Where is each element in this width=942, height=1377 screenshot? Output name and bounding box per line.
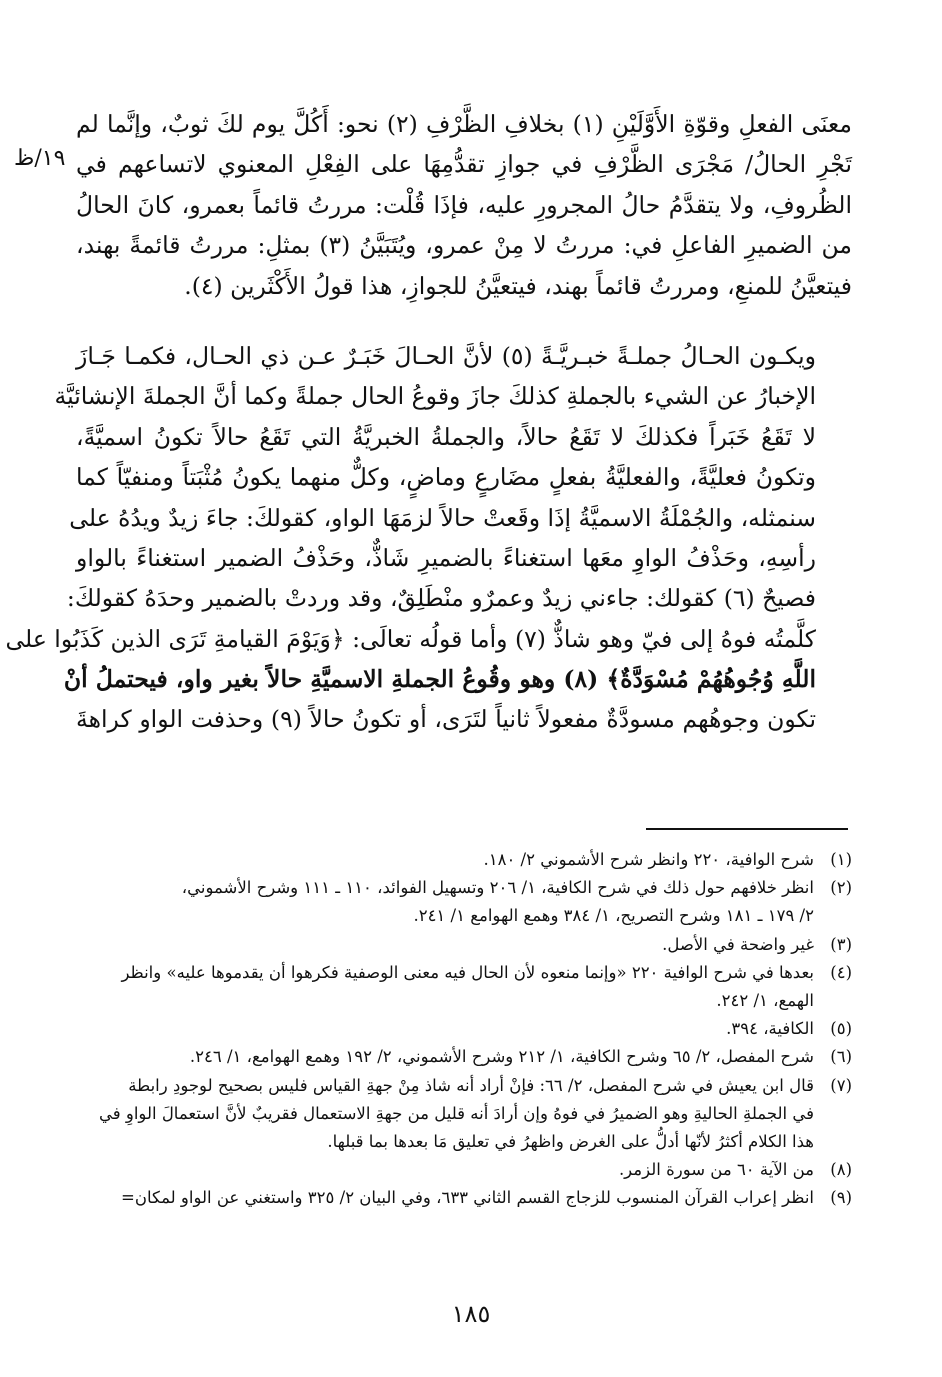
text-line: لا تَقَعُ خَبَراً فكذلكَ لا تَقَعُ حالاً، والجملةُ الخبريَّةُ التي تَقَعُ حالاً تكونُ اسميَّةً، <box>76 422 816 451</box>
text-line: الإخبارُ عن الشيء بالجملةِ كذلكَ جازَ وقوعُ الحال جملةً وكما أنَّ الجملةَ الإنشائيَّة <box>54 382 816 411</box>
footnote-line: الهمع، ١/ ٢٤٢. <box>716 990 814 1010</box>
footnote <box>72 1156 852 1184</box>
footnote <box>72 1072 852 1157</box>
footnote-number: (٢) <box>830 878 852 898</box>
text-line: معنَى الفعلِ وقوّةِ الأَوَّلَيْنِ (١) بخلافِ الظَّرْفِ (٢) نحو: أَكُلَّ يوم لكَ ثوبٌ، وإنَّما لم <box>76 110 852 138</box>
page-number: ١٨٥ <box>451 1300 491 1328</box>
footnote-line: من الآية ٦٠ من سورة الزمر. <box>618 1160 814 1180</box>
text-line: الظُروفِ، ولا يتقدَّمُ حالُ المجرورِ عليه، فإذَا قُلْت: مررتُ قائماً بعمرو، كانَ الحالُ <box>76 190 852 219</box>
text-line: وتكونُ فعليَّةً، والفعليَّةُ بفعلٍ مضَارعٍ وماضٍ، وكلٌّ منهما يكونُ مُثْبَتاً ومنفيّاً كما <box>76 463 816 492</box>
footnote-number: (٥) <box>830 1019 852 1039</box>
footnote-number: (٤) <box>830 962 852 982</box>
text-line: فيتعيَّنُ للمنعِ، ومررتُ قائماً بهند، فيتعيَّنُ للجوازِ، هذا قولُ الأَكْثَرين (٤). <box>184 271 852 300</box>
paragraph-2 <box>5 336 852 740</box>
footnote-number: (٨) <box>830 1160 852 1180</box>
footnote-line: شرح الوافية، ٢٢٠ وانظر شرح الأشموني ٢/ ١٨٠. <box>483 850 814 869</box>
paragraph-1 <box>76 104 852 306</box>
footnote <box>72 874 852 930</box>
text-line: سنمثله، والجُمْلَةُ الاسميَّةُ إذَا وقَعتْ حالاً لزمَهَا الواو، كقولكَ: جاءَ زيدٌ ويدُهُ على <box>69 503 816 532</box>
footnote-number: (٦) <box>830 1047 852 1067</box>
footnote-line: هذا الكلام أكثرُ لأنّها أدلُّ على الغرض واظهرُ في تعليق مَا بعدها بما قبلها. <box>327 1131 814 1151</box>
footnote <box>72 1043 852 1071</box>
footnote-line: في الجملةِ الحاليةِ وهو الضميرُ في فوهُ وإن أرادَ أنه قليل من جهةِ الاستعمال فقريبٌ لأنَّ استعمالَ الواوِ في <box>99 1103 814 1123</box>
footnote-line: غير واضحة في الأصل. <box>662 934 814 954</box>
margin-folio-note: ١٩/ظ <box>14 146 66 171</box>
text-line: اللَّهِ وُجُوهُهُمْ مُسْوَدَّةٌ﴾ (٨) وهو وقُوعُ الجملةِ الاسميَّةِ حالاً بغير واو، فيحتملُ أنْ <box>63 665 816 694</box>
footnote <box>72 846 852 874</box>
footnote-number: (٣) <box>830 934 852 954</box>
text-line: تَجْرِ الحالُ/ مَجْرَى الظَّرْفِ في جوازِ تقدُّمِهَا على الفِعْلِ المعنوي لاتساعهم في <box>76 150 852 179</box>
footnote-line: شرح المفصل، ٢/ ٦٥ وشرح الكافية، ١/ ٢١٢ وشرح الأشموني، ٢/ ١٩٢ وهمع الهوامع، ١/ ٢٤٦. <box>189 1047 814 1067</box>
footnote-number: (٧) <box>830 1075 852 1095</box>
footnote-line: انظر خلافهم حول ذلك في شرح الكافية، ١/ ٢٠٦ وتسهيل الفوائد، ١١٠ ـ ١١١ وشرح الأشموني، <box>181 878 814 898</box>
text-line: ويكـون الحـالُ جملـةً خبـريَّـةً (٥) لأنَّ الحـالَ خَبَـرٌ عـن ذي الحـال، فكمـا جَـازَ <box>76 341 816 370</box>
text-line: فصيحٌ (٦) كقولك: جاءني زيدٌ وعمرٌو منْطَلِقٌ، وقد وردتْ بالضمير وحدَهُ كقولكَ: <box>66 584 816 613</box>
footnote-line: الكافية، ٣٩٤. <box>726 1019 814 1039</box>
text-line: رأسِهِ، وحَذْفُ الواوِ معَها استغناءً بالضميرِ شَاذٌّ، وحَذْفُ الضمير استغناءً بالواو <box>76 543 816 572</box>
footnotes <box>72 846 852 1213</box>
footnote-divider <box>646 828 848 830</box>
footnote-line: انظر إعراب القرآن المنسوب للزجاج القسم الثاني ٦٣٣، وفي البيان ٢/ ٣٢٥ واستغني عن الواو لمكان= <box>121 1188 814 1208</box>
footnote <box>72 959 852 1015</box>
footnote-line: بعدها في شرح الوافية ٢٢٠ «وإنما منعوه لأن الحال فيه معنى الوصفية فكرهوا أن يقدموها عليه» وانظر <box>121 962 814 982</box>
footnote <box>72 1015 852 1043</box>
footnote-number: (١) <box>830 850 852 869</box>
footnote <box>72 1184 852 1212</box>
footnote-line: قال ابن يعيش في شرح المفصل، ٢/ ٦٦: فإنْ أراد أنه شاذ مِنْ جهةِ القياس فليس بصحيح لوجودِ رابطة <box>128 1075 814 1095</box>
text-line: من الضميرِ الفاعلِ في: مررتُ لا مِنْ عمرو، ويُتَبَيَّنُ (٣) بمثلِ: مررتُ قائمةً بهند، <box>76 231 852 260</box>
footnote <box>72 931 852 959</box>
footnote-number: (٩) <box>830 1188 852 1208</box>
text-line: كلَّمتُه فوهُ إلى فيّ وهو شاذٌّ (٧) وأما قولُه تعالَى: ﴿وَيَوْمَ القيامةِ تَرَى الذين كَذَبُوا على <box>5 624 816 653</box>
footnote-line: ٢/ ١٧٩ ـ ١٨١ وشرح التصريح، ١/ ٣٨٤ وهمع الهوامع ١/ ٢٤١. <box>413 906 814 926</box>
text-line: تكون وجوهُهم مسودَّةٌ مفعولاً ثانياً لتَرَى، أو تكونُ حالاً (٩) وحذفت الواو كراهةَ <box>76 705 816 734</box>
